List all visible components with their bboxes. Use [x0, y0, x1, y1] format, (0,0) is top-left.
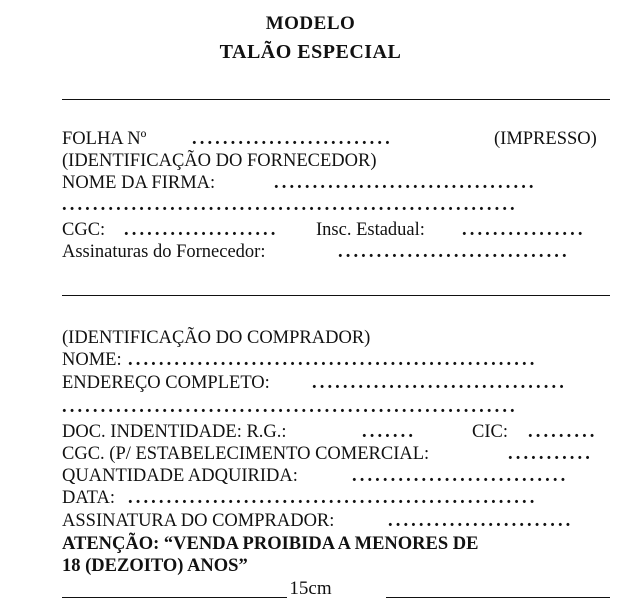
identificacao-fornecedor-heading: (IDENTIFICAÇÃO DO FORNECEDOR) — [62, 151, 377, 171]
insc-estadual-label: Insc. Estadual: — [316, 220, 425, 240]
identificacao-comprador-heading: (IDENTIFICAÇÃO DO COMPRADOR) — [62, 328, 371, 348]
document-title: MODELO — [265, 13, 356, 34]
cgc-row — [62, 219, 610, 241]
impresso-label: (IMPRESSO) — [494, 129, 597, 149]
assinaturas-fornecedor-row — [62, 241, 610, 263]
nome-label: NOME: — [62, 350, 122, 370]
dimension-label: 15cm — [289, 578, 332, 599]
endereco-label: ENDEREÇO COMPLETO: — [62, 373, 270, 393]
assinatura-comprador-row — [62, 510, 610, 532]
endereco-fill-line-2: ........................................................... — [62, 397, 518, 417]
middle-divider — [62, 295, 610, 296]
quantidade-fill-line: ............................ — [352, 466, 569, 486]
endereco-row — [62, 372, 610, 394]
cgc-fill-line: .................... — [124, 220, 279, 240]
identificacao-fornecedor-row — [62, 150, 610, 172]
cgc-estabelecimento-fill-line: ........... — [508, 444, 593, 464]
document-subtitle: TALÃO ESPECIAL — [219, 41, 402, 63]
folha-row — [62, 128, 610, 150]
data-row — [62, 487, 610, 509]
assinatura-comprador-label: ASSINATURA DO COMPRADOR: — [62, 511, 335, 531]
cgc-label: CGC: — [62, 220, 106, 240]
cic-fill-line: ......... — [528, 422, 598, 442]
doc-identidade-label: DOC. INDENTIDADE: R.G.: — [62, 422, 287, 442]
endereco-continuation-row — [62, 396, 610, 418]
rg-fill-line: ....... — [362, 422, 417, 442]
quantidade-row — [62, 465, 610, 487]
nome-firma-label: NOME DA FIRMA: — [62, 173, 216, 193]
quantidade-label: QUANTIDADE ADQUIRIDA: — [62, 466, 298, 486]
assinaturas-fornecedor-fill-line: .............................. — [338, 242, 570, 262]
assinaturas-fornecedor-label: Assinaturas do Fornecedor: — [62, 242, 266, 262]
identificacao-comprador-row — [62, 327, 610, 349]
endereco-fill-line: ................................. — [312, 373, 567, 393]
atencao-line-1: ATENÇÃO: “VENDA PROIBIDA A MENORES DE — [62, 534, 479, 554]
cgc-estabelecimento-row — [62, 443, 610, 465]
atencao-line-2: 18 (DEZOITO) ANOS” — [62, 556, 248, 576]
insc-estadual-fill-line: ................ — [462, 220, 586, 240]
nome-row — [62, 349, 610, 371]
doc-identidade-row — [62, 421, 610, 443]
folha-fill-line: .......................... — [192, 129, 393, 149]
atencao-row-2 — [62, 555, 610, 577]
folha-label: FOLHA Nº — [62, 129, 147, 149]
top-divider — [62, 99, 610, 100]
atencao-row-1 — [62, 533, 610, 555]
cgc-estabelecimento-label: CGC. (P/ ESTABELECIMENTO COMERCIAL: — [62, 444, 430, 464]
data-fill-line: ..................................................... — [128, 488, 538, 508]
assinatura-comprador-fill-line: ........................ — [388, 511, 574, 531]
nome-firma-continuation-row — [62, 194, 610, 216]
nome-firma-fill-line-2: ........................................................... — [62, 195, 518, 215]
cic-label: CIC: — [472, 422, 508, 442]
nome-fill-line: ..................................................... — [128, 350, 538, 370]
nome-firma-fill-line: .................................. — [274, 173, 537, 193]
dimension-line-right — [386, 597, 610, 598]
data-label: DATA: — [62, 488, 115, 508]
nome-firma-row — [62, 172, 610, 194]
